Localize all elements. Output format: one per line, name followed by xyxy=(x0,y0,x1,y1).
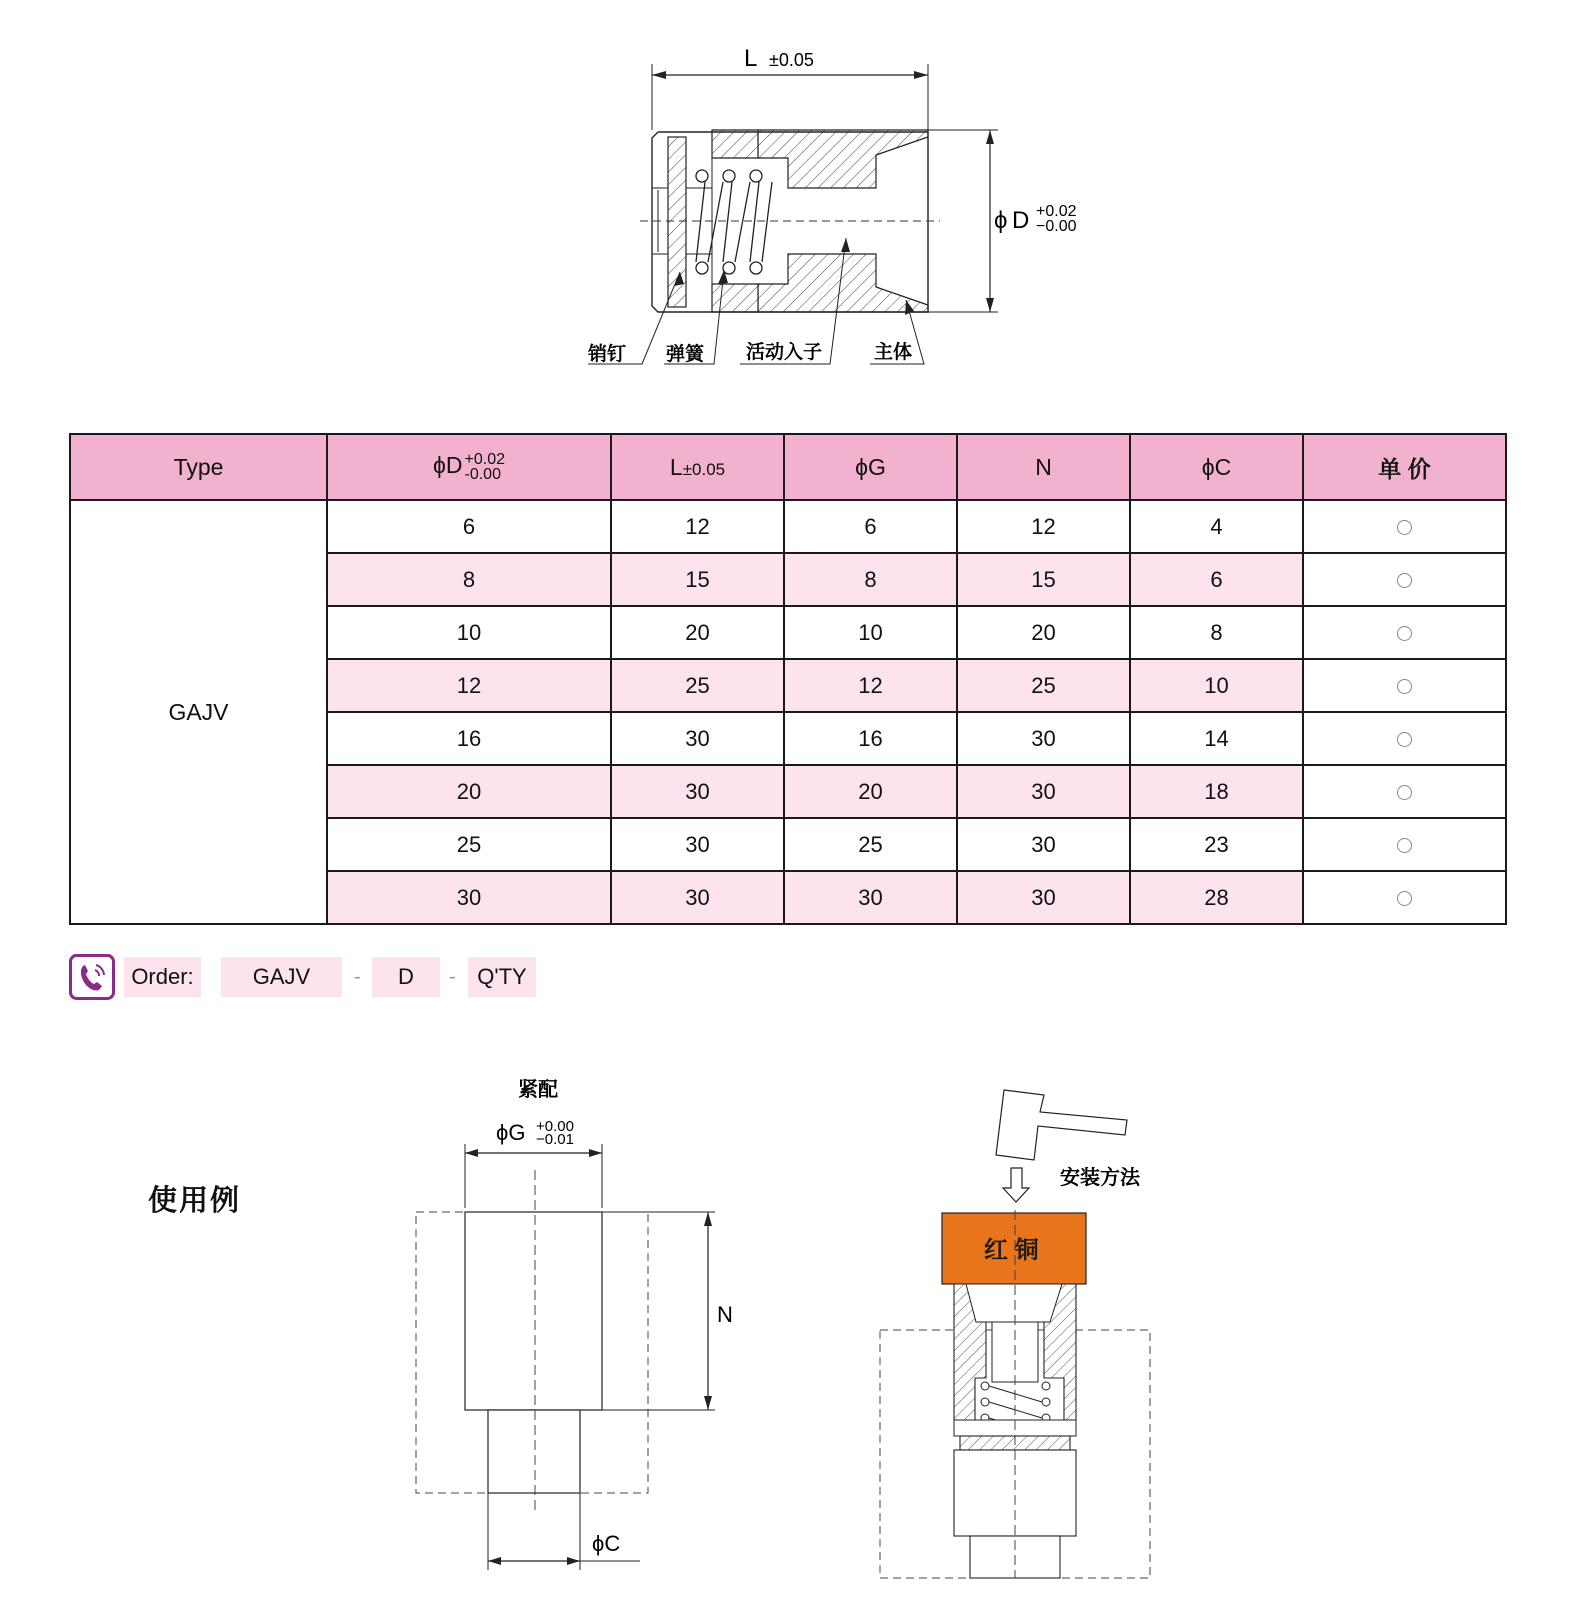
cell-l: 15 xyxy=(611,553,784,606)
price-circle-icon xyxy=(1397,520,1412,535)
phone-icon xyxy=(69,954,115,1000)
cell-n: 30 xyxy=(957,765,1130,818)
length-label: L xyxy=(744,45,758,72)
cell-price xyxy=(1303,553,1506,606)
cell-c: 23 xyxy=(1130,818,1303,871)
spec-table xyxy=(69,433,1507,925)
cell-c: 14 xyxy=(1130,712,1303,765)
n-dim-label: N xyxy=(717,1302,733,1327)
cell-n: 30 xyxy=(957,871,1130,924)
cell-price xyxy=(1303,871,1506,924)
order-separator-1: - xyxy=(354,966,361,988)
price-circle-icon xyxy=(1397,626,1412,641)
cell-d: 30 xyxy=(327,871,611,924)
cell-n: 20 xyxy=(957,606,1130,659)
length-tolerance: ±0.05 xyxy=(769,50,814,70)
diameter-tol-plus: +0.02 xyxy=(1036,203,1077,220)
c-dim-label: ϕC xyxy=(592,1531,621,1556)
cell-d: 8 xyxy=(327,553,611,606)
copper-label: 红 铜 xyxy=(984,1237,1039,1264)
top-section-drawing xyxy=(0,0,1569,400)
cell-l: 25 xyxy=(611,659,784,712)
cell-g: 12 xyxy=(784,659,957,712)
order-type: GAJV xyxy=(221,957,342,997)
cell-price xyxy=(1303,765,1506,818)
cell-l: 12 xyxy=(611,500,784,553)
hammer-icon xyxy=(996,1090,1127,1160)
usage-title: 使用例 xyxy=(148,1185,242,1217)
install-label: 安装方法 xyxy=(1060,1167,1140,1189)
header-l xyxy=(611,434,784,500)
cell-price xyxy=(1303,712,1506,765)
cell-g: 30 xyxy=(784,871,957,924)
g-dim-label: ϕG xyxy=(496,1120,526,1145)
price-circle-icon xyxy=(1397,891,1412,906)
cell-d: 25 xyxy=(327,818,611,871)
cell-l: 30 xyxy=(611,712,784,765)
cell-g: 8 xyxy=(784,553,957,606)
fit-example xyxy=(416,1077,733,1570)
cell-c: 4 xyxy=(1130,500,1303,553)
cell-price xyxy=(1303,606,1506,659)
price-circle-icon xyxy=(1397,838,1412,853)
arrow-down-icon xyxy=(1003,1168,1029,1202)
header-l-tol: ±0.05 xyxy=(682,459,726,479)
g-tol-plus: +0.00 xyxy=(536,1118,574,1135)
cell-n: 30 xyxy=(957,818,1130,871)
header-n: N xyxy=(957,434,1130,500)
install-example xyxy=(880,1090,1150,1578)
diameter-symbol: ϕ xyxy=(994,207,1008,234)
cell-g: 10 xyxy=(784,606,957,659)
cell-n: 30 xyxy=(957,712,1130,765)
cell-g: 6 xyxy=(784,500,957,553)
type-cell: GAJV xyxy=(70,500,327,924)
header-d-tol-minus: -0.00 xyxy=(464,466,501,483)
fit-label: 紧配 xyxy=(518,1079,558,1101)
header-price: 单 价 xyxy=(1303,434,1506,500)
cell-c: 8 xyxy=(1130,606,1303,659)
header-d xyxy=(327,434,611,500)
usage-drawing xyxy=(0,1060,1569,1617)
cell-d: 12 xyxy=(327,659,611,712)
cell-c: 18 xyxy=(1130,765,1303,818)
cell-d: 20 xyxy=(327,765,611,818)
part-label-pin: 销钉 xyxy=(588,344,627,365)
price-circle-icon xyxy=(1397,785,1412,800)
diameter-dimension xyxy=(928,130,1077,312)
part-label-spring: 弹簧 xyxy=(666,344,705,365)
cell-l: 30 xyxy=(611,871,784,924)
cell-d: 6 xyxy=(327,500,611,553)
order-label: Order: xyxy=(124,957,201,997)
order-separator-2: - xyxy=(449,966,456,988)
cell-l: 20 xyxy=(611,606,784,659)
cell-n: 12 xyxy=(957,500,1130,553)
header-type: Type xyxy=(70,434,327,500)
length-dimension xyxy=(652,45,928,130)
table-header-row xyxy=(70,434,1506,500)
cell-price xyxy=(1303,818,1506,871)
header-c: ϕC xyxy=(1130,434,1303,500)
cell-c: 28 xyxy=(1130,871,1303,924)
spring xyxy=(696,170,772,274)
cell-g: 16 xyxy=(784,712,957,765)
cell-l: 30 xyxy=(611,765,784,818)
cell-price xyxy=(1303,500,1506,553)
cell-d: 16 xyxy=(327,712,611,765)
header-g: ϕG xyxy=(784,434,957,500)
cell-c: 6 xyxy=(1130,553,1303,606)
table-row xyxy=(70,500,1506,553)
cell-l: 30 xyxy=(611,818,784,871)
order-qty: Q'TY xyxy=(468,957,536,997)
header-d-tol-plus: +0.02 xyxy=(464,451,505,468)
header-l-main: L xyxy=(669,453,683,480)
price-circle-icon xyxy=(1397,679,1412,694)
diameter-tol-minus: −0.00 xyxy=(1036,218,1077,235)
price-circle-icon xyxy=(1397,573,1412,588)
cell-d: 10 xyxy=(327,606,611,659)
cell-c: 10 xyxy=(1130,659,1303,712)
part-label-insert: 活动入子 xyxy=(746,342,823,363)
order-d: D xyxy=(372,957,440,997)
g-tol-minus: −0.01 xyxy=(536,1131,574,1148)
cell-g: 25 xyxy=(784,818,957,871)
cell-n: 15 xyxy=(957,553,1130,606)
cell-g: 20 xyxy=(784,765,957,818)
header-d-main: ϕD xyxy=(433,452,463,479)
part-label-body: 主体 xyxy=(874,342,913,363)
cell-price xyxy=(1303,659,1506,712)
diameter-label: D xyxy=(1012,207,1030,234)
cell-n: 25 xyxy=(957,659,1130,712)
price-circle-icon xyxy=(1397,732,1412,747)
